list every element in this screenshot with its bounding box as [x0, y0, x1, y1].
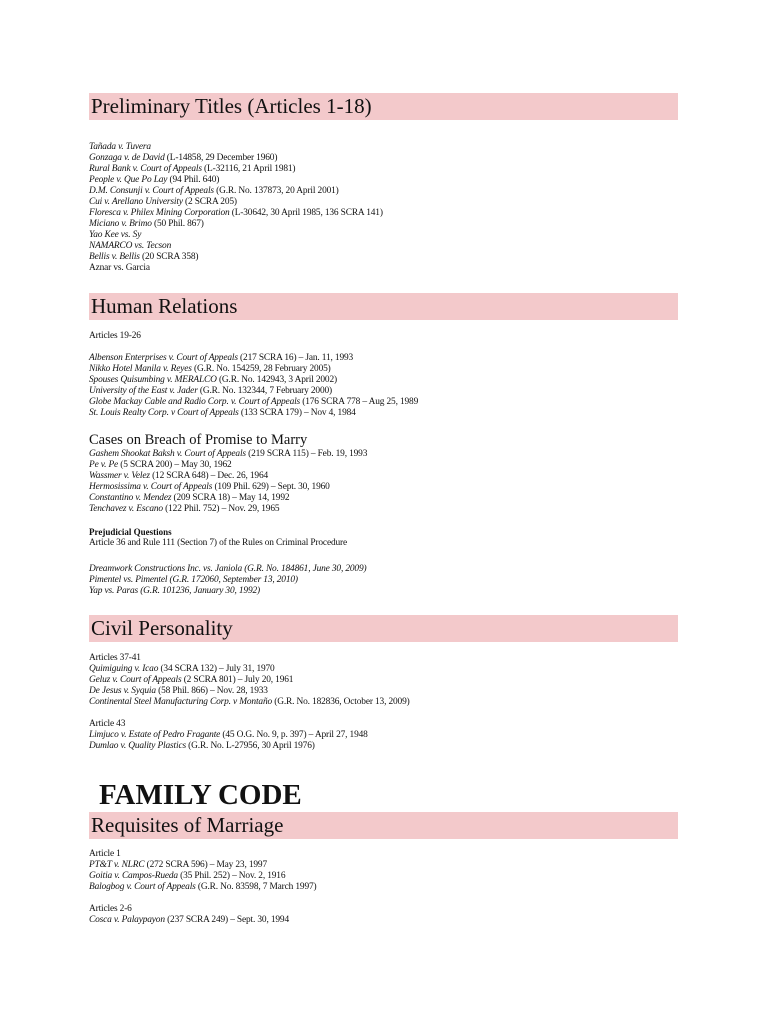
case-citation: (G.R. No. 182836, October 13, 2009): [272, 697, 410, 707]
case-list-articles-2-6: [89, 915, 689, 926]
case-citation: (L-14858, 29 December 1960): [164, 153, 278, 163]
case-name: Dumlao v. Quality Plastics: [89, 741, 186, 751]
case-entry: [89, 675, 689, 686]
subheading-breach-of-promise: Cases on Breach of Promise to Marry: [89, 432, 308, 448]
case-name: Quimiguing v. Icao: [89, 664, 159, 674]
case-entry: [89, 208, 689, 219]
case-citation: (2 SCRA 205): [182, 197, 237, 207]
case-name: Rural Bank v. Court of Appeals: [89, 164, 202, 174]
case-entry: [89, 482, 689, 493]
case-citation: (G.R. No. 137873, 20 April 2001): [213, 186, 339, 196]
case-list-prejudicial: [89, 564, 689, 597]
case-entry: [89, 449, 689, 460]
articles-37-41: Articles 37-41: [89, 653, 141, 663]
case-name: Cosca v. Palaypayon: [89, 915, 165, 925]
articles-label-civil: [89, 653, 689, 664]
case-citation: (219 SCRA 115) – Feb. 19, 1993: [245, 449, 368, 459]
case-citation: Yap vs. Paras (G.R. 101236, January 30, 1992): [89, 586, 261, 596]
case-list-preliminary: [89, 142, 689, 274]
case-name: Spouses Quisumbing v. MERALCO: [89, 375, 217, 385]
case-citation: (L-32116, 21 April 1981): [201, 164, 296, 174]
case-entry: [89, 860, 689, 871]
case-entry: [89, 408, 689, 419]
case-citation: (20 SCRA 358): [139, 252, 199, 262]
prejudicial-questions-block: [89, 527, 689, 549]
case-list-human: [89, 353, 689, 419]
case-entry: [89, 882, 689, 893]
case-entry: [89, 915, 689, 926]
case-entry: [89, 871, 689, 882]
case-name: Tenchavez v. Escano: [89, 504, 163, 514]
case-entry: [89, 175, 689, 186]
case-name: Yao Kee vs. Sy: [89, 230, 142, 240]
case-entry: [89, 664, 689, 675]
case-entry: [89, 375, 689, 386]
article-1-label: Article 1: [89, 849, 121, 859]
case-name: Gashem Shookat Baksh v. Court of Appeals: [89, 449, 246, 459]
case-entry: [89, 153, 689, 164]
case-name: PT&T v. NLRC: [89, 860, 145, 870]
case-name: Globe Mackay Cable and Radio Corp. v. Court of Appeals: [89, 397, 301, 407]
case-name: NAMARCO vs. Tecson: [89, 241, 172, 251]
articles-19-26: Articles 19-26: [89, 331, 141, 341]
case-citation: Pimentel vs. Pimentel (G.R. 172060, September 13, 2010): [89, 575, 298, 585]
case-name: Floresca v. Philex Mining Corporation: [89, 208, 230, 218]
case-list-civil: [89, 664, 689, 708]
case-list-civil-43: [89, 730, 689, 752]
case-entry: [89, 364, 689, 375]
case-name: Hermosissima v. Court of Appeals: [89, 482, 213, 492]
case-entry: [89, 263, 689, 274]
case-citation: (G.R. No. L-27956, 30 April 1976): [185, 741, 315, 751]
family-code-title: FAMILY CODE: [99, 779, 302, 811]
case-name: Balogbog v. Court of Appeals: [89, 882, 196, 892]
case-entry: [89, 730, 689, 741]
case-entry: [89, 252, 689, 263]
case-entry: [89, 353, 689, 364]
case-entry: [89, 575, 689, 586]
case-entry: [89, 186, 689, 197]
case-citation: Aznar vs. Garcia: [89, 263, 150, 273]
case-citation: (12 SCRA 648) – Dec. 26, 1964: [149, 471, 269, 481]
case-name: Albenson Enterprises v. Court of Appeals: [89, 353, 238, 363]
case-entry: [89, 460, 689, 471]
case-entry: [89, 493, 689, 504]
article-43-block: [89, 719, 689, 730]
prejudicial-heading: Prejudicial Questions: [89, 527, 172, 537]
section-heading-human-relations: Human Relations: [89, 293, 678, 320]
case-entry: [89, 586, 689, 597]
articles-2-6-block: [89, 904, 689, 915]
case-entry: [89, 241, 689, 252]
case-entry: [89, 741, 689, 752]
case-citation: (94 Phil. 640): [167, 175, 220, 185]
case-entry: [89, 564, 689, 575]
case-citation: (109 Phil. 629) – Sept. 30, 1960: [212, 482, 330, 492]
case-citation: (34 SCRA 132) – July 31, 1970: [158, 664, 275, 674]
section-heading-civil-personality: Civil Personality: [89, 615, 678, 642]
case-name: University of the East v. Jader: [89, 386, 198, 396]
case-entry: [89, 230, 689, 241]
prejudicial-text: Article 36 and Rule 111 (Section 7) of the Rules on Criminal Procedure: [89, 538, 348, 548]
case-citation: (2 SCRA 801) – July 20, 1961: [181, 675, 294, 685]
case-name: Geluz v. Court of Appeals: [89, 675, 182, 685]
case-citation: (176 SCRA 778 – Aug 25, 1989: [300, 397, 419, 407]
case-entry: [89, 697, 689, 708]
case-name: Miciano v. Brimo: [89, 219, 152, 229]
case-citation: (G.R. No. 154259, 28 February 2005): [191, 364, 331, 374]
case-name: De Jesus v. Syquia: [89, 686, 156, 696]
case-citation: (133 SCRA 179) – Nov 4, 1984: [238, 408, 356, 418]
case-citation: (L-30642, 30 April 1985, 136 SCRA 141): [229, 208, 383, 218]
case-name: Goitia v. Campos-Rueda: [89, 871, 178, 881]
case-citation: (G.R. No. 142943, 3 April 2002): [216, 375, 337, 385]
case-name: Bellis v. Bellis: [89, 252, 140, 262]
case-name: Wassmer v. Velez: [89, 471, 150, 481]
case-citation: (122 Phil. 752) – Nov. 29, 1965: [162, 504, 280, 514]
case-citation: (217 SCRA 16) – Jan. 11, 1993: [237, 353, 354, 363]
case-name: St. Louis Realty Corp. v Court of Appeals: [89, 408, 239, 418]
article-1-block: [89, 849, 689, 860]
case-citation: (50 Phil. 867): [151, 219, 204, 229]
case-entry: [89, 504, 689, 515]
case-list-breach: [89, 449, 689, 515]
case-citation: Dreamwork Constructions Inc. vs. Janiola (G.R. No. 184861, June 30, 2009): [89, 564, 367, 574]
case-entry: [89, 397, 689, 408]
case-citation: (G.R. No. 132344, 7 February 2000): [197, 386, 333, 396]
articles-2-6-label: Articles 2-6: [89, 904, 132, 914]
case-name: Nikko Hotel Manila v. Reyes: [89, 364, 192, 374]
article-43-label: Article 43: [89, 719, 126, 729]
case-name: D.M. Consunji v. Court of Appeals: [89, 186, 214, 196]
case-name: Pe v. Pe: [89, 460, 119, 470]
case-entry: [89, 164, 689, 175]
section-heading-requisites-of-marriage: Requisites of Marriage: [89, 812, 678, 839]
case-citation: (272 SCRA 596) – May 23, 1997: [144, 860, 268, 870]
case-citation: (58 Phil. 866) – Nov. 28, 1933: [155, 686, 268, 696]
case-entry: [89, 471, 689, 482]
case-citation: (209 SCRA 18) – May 14, 1992: [171, 493, 290, 503]
case-name: Continental Steel Manufacturing Corp. v Montaño: [89, 697, 273, 707]
case-entry: [89, 686, 689, 697]
case-citation: (237 SCRA 249) – Sept. 30, 1994: [164, 915, 289, 925]
case-name: Gonzaga v. de David: [89, 153, 165, 163]
case-name: Limjuco v. Estate of Pedro Fragante: [89, 730, 221, 740]
case-entry: [89, 142, 689, 153]
case-entry: [89, 219, 689, 230]
case-name: Constantino v. Mendez: [89, 493, 172, 503]
case-citation: (45 O.G. No. 9, p. 397) – April 27, 1948: [220, 730, 368, 740]
case-name: Cui v. Arellano University: [89, 197, 183, 207]
case-citation: (5 SCRA 200) – May 30, 1962: [118, 460, 232, 470]
case-name: People v. Que Po Lay: [89, 175, 168, 185]
case-entry: [89, 386, 689, 397]
articles-label-human: [89, 331, 689, 342]
case-citation: (G.R. No. 83598, 7 March 1997): [195, 882, 317, 892]
case-citation: (35 Phil. 252) – Nov. 2, 1916: [177, 871, 286, 881]
case-list-article-1: [89, 860, 689, 893]
section-heading-preliminary-titles: Preliminary Titles (Articles 1-18): [89, 93, 678, 120]
case-entry: [89, 197, 689, 208]
case-name: Tañada v. Tuvera: [89, 142, 151, 152]
